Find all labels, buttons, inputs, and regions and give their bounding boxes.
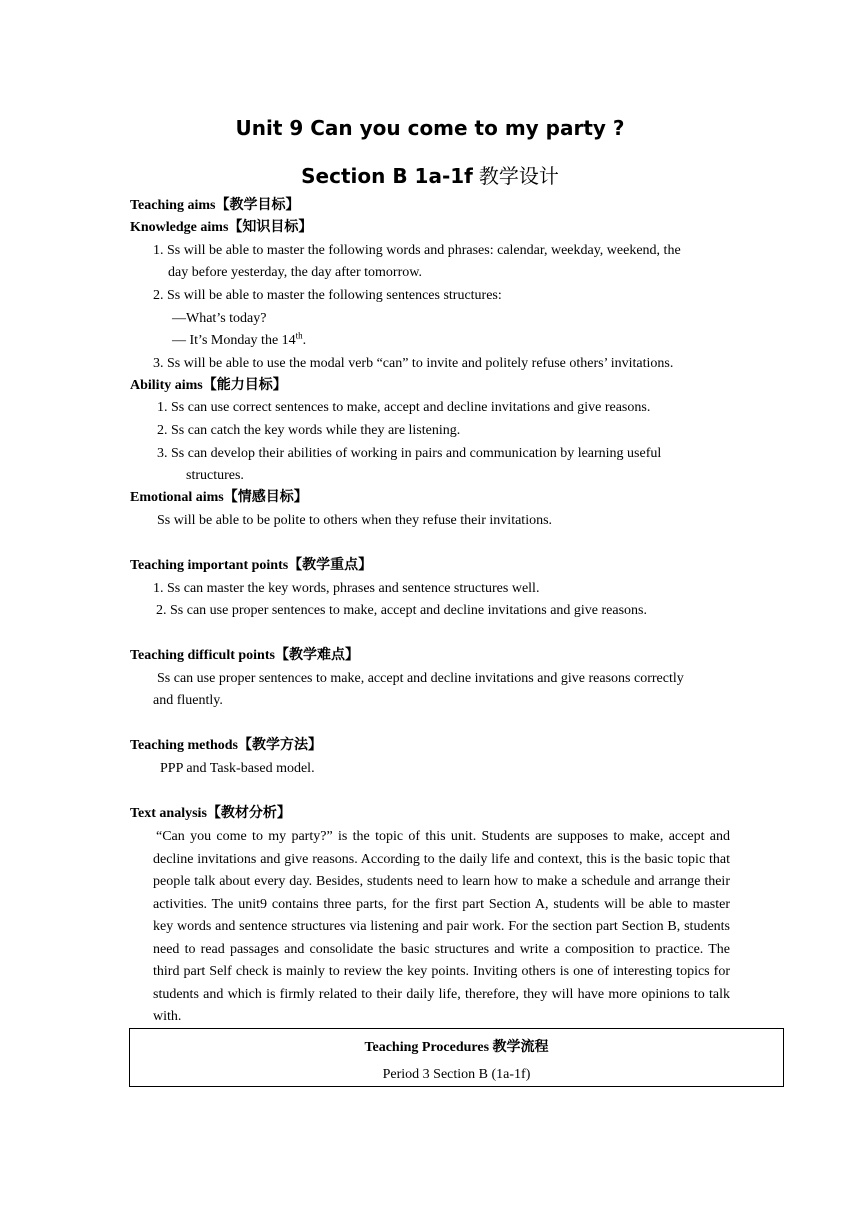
- procedures-table-period: Period 3 Section B (1a-1f): [382, 1067, 531, 1082]
- example-question: —What’s today?: [172, 311, 267, 326]
- ability-item-3: 3. Ss can develop their abilities of working in pairs and communication by learning useful: [157, 446, 662, 461]
- difficult-points-heading: Teaching difficult points【教学难点】: [130, 648, 359, 663]
- ability-item-2: 2. Ss can catch the key words while they are listening.: [157, 423, 461, 438]
- knowledge-aims-heading: Knowledge aims【知识目标】: [130, 220, 313, 235]
- knowledge-item-2: 2. Ss will be able to master the following sentences structures:: [153, 288, 502, 303]
- example-answer: — It’s Monday the 14th.: [172, 330, 307, 348]
- ability-item-1: 1. Ss can use correct sentences to make, accept and decline invitations and give reasons.: [157, 400, 651, 415]
- knowledge-item-1-cont: day before yesterday, the day after tomorrow.: [168, 265, 422, 280]
- section-title-en: Section B 1a-1f: [301, 164, 473, 188]
- knowledge-item-1: 1. Ss will be able to master the following words and phrases: calendar, weekday, weekend, the: [153, 243, 681, 258]
- important-item-2: 2. Ss can use proper sentences to make, accept and decline invitations and give reasons.: [156, 603, 648, 618]
- teaching-methods-heading: Teaching methods【教学方法】: [130, 738, 323, 753]
- procedures-table-header: Teaching Procedures 教学流程: [364, 1040, 549, 1055]
- section-title: [0, 160, 860, 189]
- procedures-table: [129, 1028, 784, 1087]
- difficult-points-text: Ss can use proper sentences to make, accept and decline invitations and give reasons correctly: [157, 671, 684, 686]
- emotional-aims-heading: Emotional aims【情感目标】: [130, 490, 308, 505]
- knowledge-item-3: 3. Ss will be able to use the modal verb “can” to invite and politely refuse others’ invitations.: [153, 356, 674, 371]
- unit-title: Unit 9 Can you come to my party ?: [235, 116, 625, 140]
- section-title-cn: 教学设计: [478, 164, 559, 188]
- important-item-1: 1. Ss can master the key words, phrases and sentence structures well.: [153, 581, 540, 596]
- ability-aims-heading: Ability aims【能力目标】: [130, 378, 287, 393]
- teaching-methods-text: PPP and Task-based model.: [160, 761, 315, 776]
- emotional-aims-text: Ss will be able to be polite to others when they refuse their invitations.: [157, 513, 553, 528]
- text-analysis-heading: Text analysis【教材分析】: [130, 806, 291, 821]
- text-analysis-paragraph: “Can you come to my party?” is the topic of this unit. Students are supposes to make, accept and decline invitations and give reasons. According to the daily life and context, this is the basic topic that people talk about every day. Besides, students need to learn how to make a schedule and arrange their activities. The unit9 contains three parts, for the first part Section A, students will be able to master key words and sentence structures via listening and pair work. For the section part Section B, students need to read passages and consolidate the basic structures and write a composition to practice. The third part Self check is mainly to review the key points. Inviting others is one of interesting topics for students and which is firmly related to their daily life, therefore, they will have more opinions to talk with.: [153, 829, 730, 1024]
- teaching-aims-heading: Teaching aims【教学目标】: [130, 198, 300, 213]
- difficult-points-text-cont: and fluently.: [153, 693, 223, 708]
- important-points-heading: Teaching important points【教学重点】: [130, 558, 373, 573]
- ability-item-3-cont: structures.: [186, 468, 244, 483]
